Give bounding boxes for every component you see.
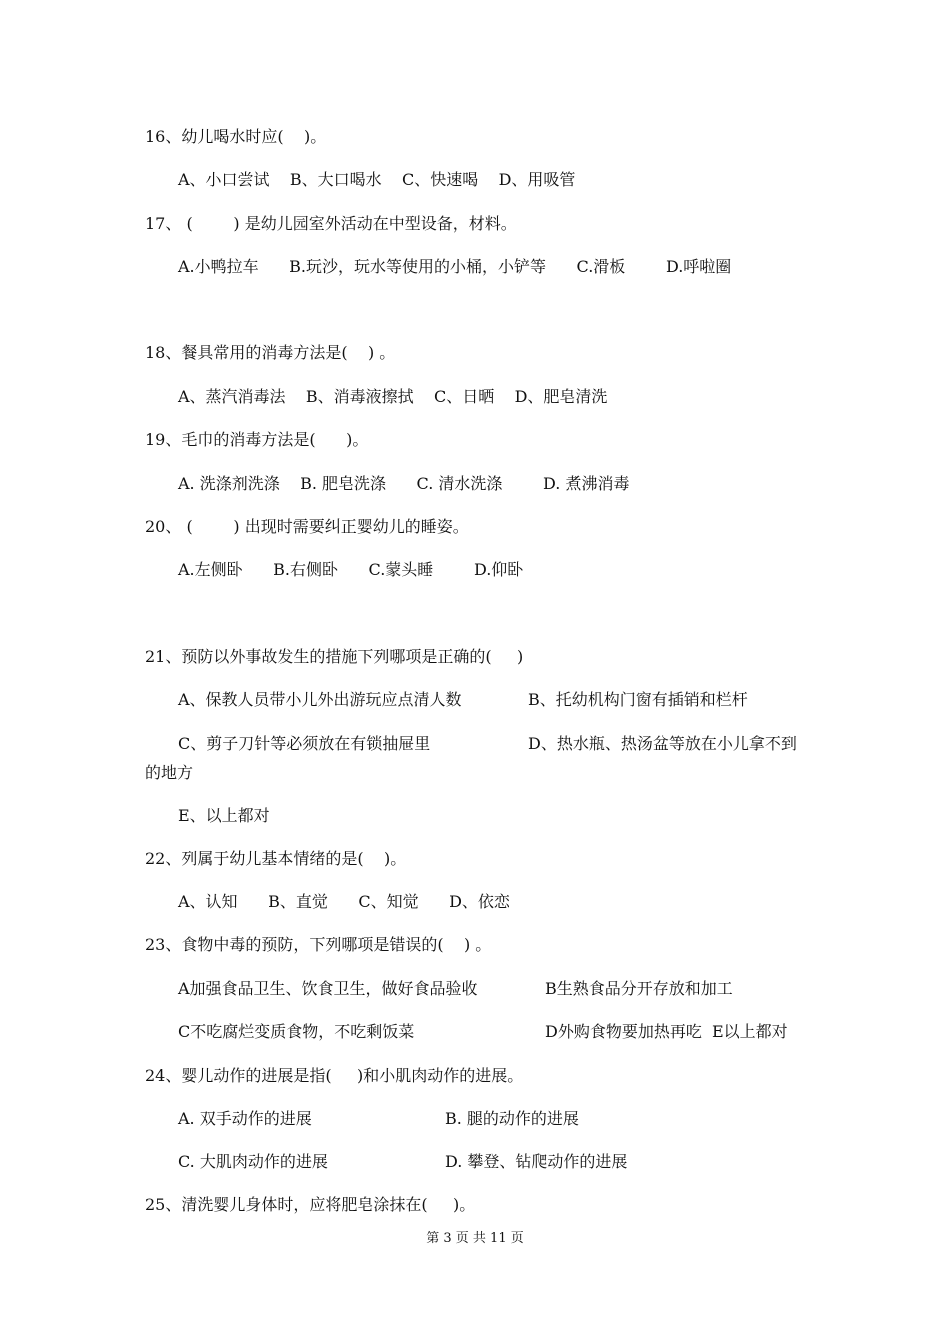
question-23-option-c: C不吃腐烂变质食物，不吃剩饭菜 bbox=[178, 1022, 415, 1041]
question-22-options: A、认知 B、直觉 C、知觉 D、依恋 bbox=[178, 892, 510, 911]
question-17-options: A.小鸭拉车 B.玩沙，玩水等使用的小桶，小铲等 C.滑板 D.呼啦圈 bbox=[178, 257, 732, 276]
question-19-options: A. 洗涤剂洗涤 B. 肥皂洗涤 C. 清水洗涤 D. 煮沸消毒 bbox=[178, 474, 630, 493]
question-24-option-b: B. 腿的动作的进展 bbox=[445, 1109, 579, 1128]
question-16-stem: 16、幼儿喝水时应( )。 bbox=[145, 127, 327, 146]
question-24-option-a: A. 双手动作的进展 bbox=[178, 1109, 312, 1128]
question-17-stem: 17、 ( ) 是幼儿园室外活动在中型设备，材料。 bbox=[145, 214, 517, 233]
question-19-stem: 19、毛巾的消毒方法是( )。 bbox=[145, 430, 369, 449]
question-23-option-a: A加强食品卫生、饮食卫生，做好食品验收 bbox=[178, 979, 478, 998]
question-21-option-b: B、托幼机构门窗有插销和栏杆 bbox=[528, 690, 748, 709]
question-21-option-d-continued: 的地方 bbox=[145, 763, 194, 782]
question-21-option-c: C、剪子刀针等必须放在有锁抽屉里 bbox=[178, 734, 431, 753]
question-20-stem: 20、 ( ) 出现时需要纠正婴幼儿的睡姿。 bbox=[145, 517, 469, 536]
question-21-option-d: D、热水瓶、热汤盆等放在小儿拿不到 bbox=[528, 734, 797, 753]
question-24-option-d: D. 攀登、钻爬动作的进展 bbox=[445, 1152, 628, 1171]
question-21-option-e: E、以上都对 bbox=[178, 806, 270, 825]
question-23-stem: 23、食物中毒的预防，下列哪项是错误的( ) 。 bbox=[145, 935, 492, 954]
page-number-footer: 第 3 页 共 11 页 bbox=[426, 1231, 524, 1246]
question-21-stem: 21、预防以外事故发生的措施下列哪项是正确的( ) bbox=[145, 647, 524, 666]
question-16-options: A、小口尝试 B、大口喝水 C、快速喝 D、用吸管 bbox=[178, 170, 576, 189]
question-23-option-d: D外购食物要加热再吃 E以上都对 bbox=[545, 1022, 788, 1041]
question-21-option-a: A、保教人员带小儿外出游玩应点清人数 bbox=[178, 690, 462, 709]
question-18-stem: 18、餐具常用的消毒方法是( ) 。 bbox=[145, 343, 396, 362]
question-20-options: A.左侧卧 B.右侧卧 C.蒙头睡 D.仰卧 bbox=[178, 560, 524, 579]
question-18-options: A、蒸汽消毒法 B、消毒液擦拭 C、日晒 D、肥皂清洗 bbox=[178, 387, 608, 406]
question-24-stem: 24、婴儿动作的进展是指( )和小肌肉动作的进展。 bbox=[145, 1066, 524, 1085]
question-24-option-c: C. 大肌肉动作的进展 bbox=[178, 1152, 328, 1171]
question-25-stem: 25、清洗婴儿身体时，应将肥皂涂抹在( )。 bbox=[145, 1195, 476, 1214]
question-23-option-b: B生熟食品分开存放和加工 bbox=[545, 979, 733, 998]
question-22-stem: 22、列属于幼儿基本情绪的是( )。 bbox=[145, 849, 407, 868]
